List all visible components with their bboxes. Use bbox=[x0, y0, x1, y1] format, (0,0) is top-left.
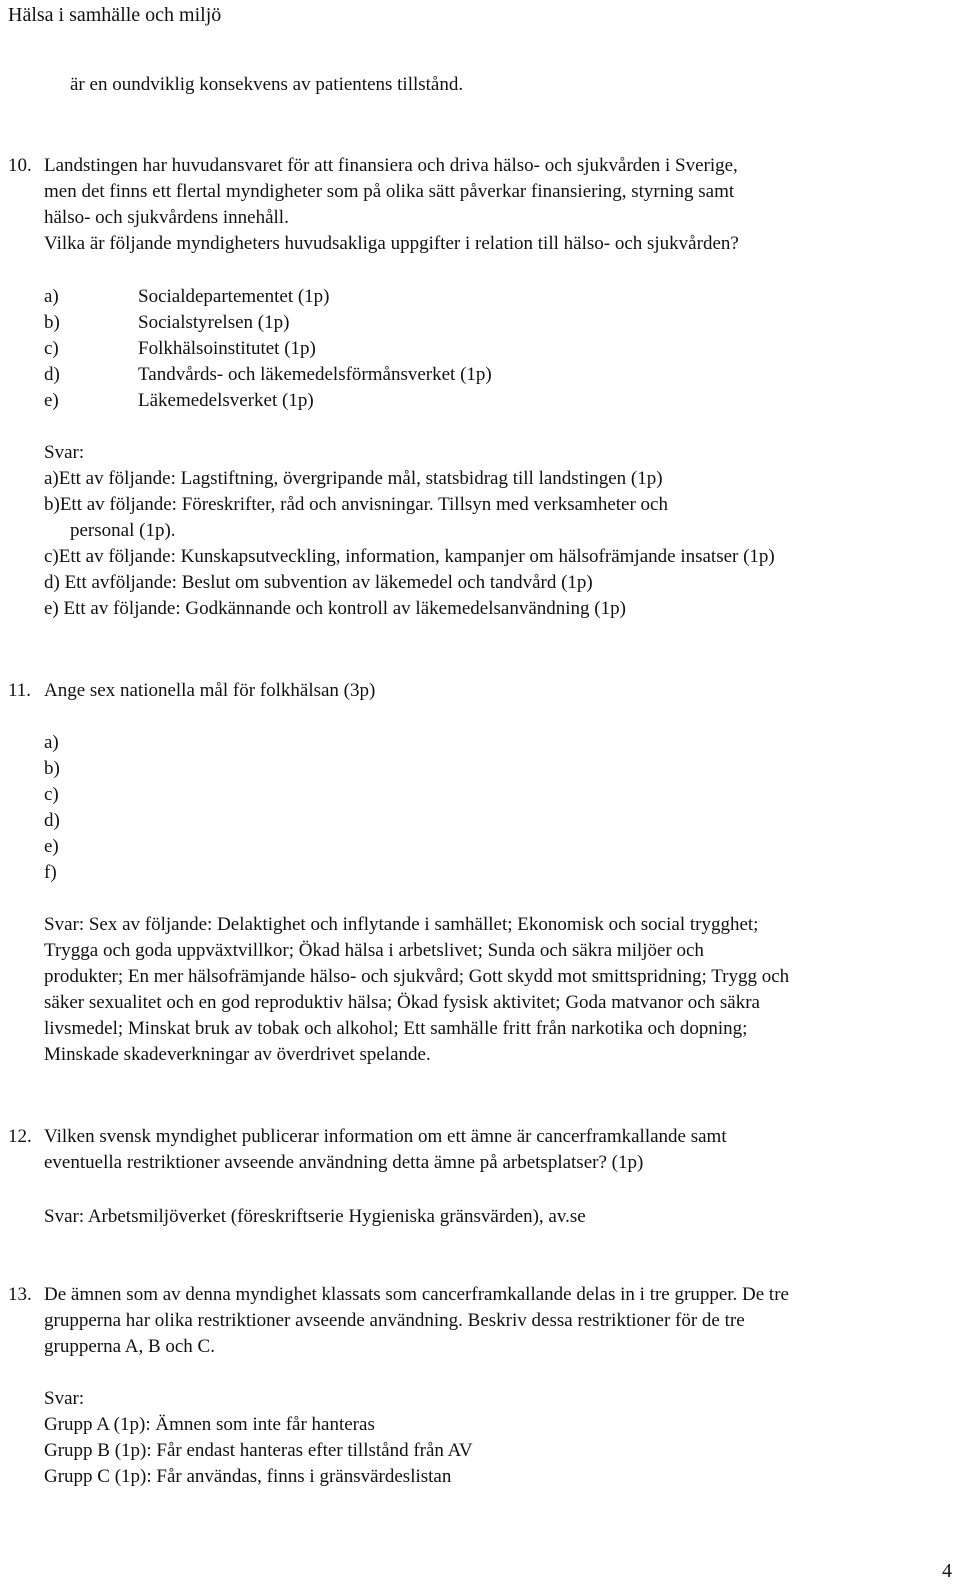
page-number: 4 bbox=[942, 1560, 952, 1582]
option-letter: e) bbox=[44, 390, 59, 411]
answer-block bbox=[44, 1204, 586, 1230]
question-number: 11. bbox=[8, 680, 32, 701]
question-text: De ämnen som av denna myndighet klassats som cancerframkallande delas in i tre grupper. De tre bbox=[44, 1284, 789, 1305]
answer-line: a)Ett av följande: Lagstiftning, övergripande mål, statsbidrag till landstingen (1p) bbox=[44, 468, 663, 489]
intro-line: är en oundviklig konsekvens av patientens tillstånd. bbox=[70, 74, 464, 95]
question-text: hälso- och sjukvårdens innehåll. bbox=[44, 207, 289, 228]
answer-line: e) Ett av följande: Godkännande och kontroll av läkemedelsanvändning (1p) bbox=[44, 598, 626, 619]
question-text: men det finns ett flertal myndigheter som på olika sätt påverkar finansiering, styrning samt bbox=[44, 181, 735, 202]
option-letter: c) bbox=[44, 338, 59, 359]
option-text: Läkemedelsverket (1p) bbox=[138, 390, 314, 411]
page-header: Hälsa i samhälle och miljö bbox=[8, 4, 222, 26]
answer-line: livsmedel; Minskat bruk av tobak och alkohol; Ett samhälle fritt från narkotika och dopning; bbox=[44, 1018, 748, 1039]
option-letter: f) bbox=[44, 862, 57, 883]
answer-line: produkter; En mer hälsofrämjande hälso- och sjukvård; Gott skydd mot smittspridning; Trygg och bbox=[44, 966, 790, 987]
option-letter: d) bbox=[44, 810, 60, 831]
answer-line: Grupp B (1p): Får endast hanteras efter tillstånd från AV bbox=[44, 1440, 473, 1461]
question-number: 13. bbox=[8, 1284, 32, 1305]
question-text: eventuella restriktioner avseende användning detta ämne på arbetsplatser? (1p) bbox=[44, 1152, 644, 1173]
question-text: Ange sex nationella mål för folkhälsan (3p) bbox=[44, 680, 376, 701]
question-text: Landstingen har huvudansvaret för att finansiera och driva hälso- och sjukvården i Sverige, bbox=[44, 155, 738, 176]
answer-line: Minskade skadeverkningar av överdrivet spelande. bbox=[44, 1044, 431, 1065]
question-number: 10. bbox=[8, 155, 32, 176]
question-text: grupperna A, B och C. bbox=[44, 1336, 215, 1357]
answer-line: Sex av följande: Delaktighet och inflytande i samhället; Ekonomisk och social trygghet; bbox=[88, 914, 759, 935]
svar-label: Svar: bbox=[44, 914, 85, 935]
answer-line: Grupp A (1p): Ämnen som inte får hanteras bbox=[44, 1414, 375, 1435]
answer-line: Grupp C (1p): Får användas, finns i gränsvärdeslistan bbox=[44, 1466, 452, 1487]
svar-label: Svar: bbox=[44, 442, 85, 463]
option-text: Socialdepartementet (1p) bbox=[138, 286, 330, 307]
answer-line: d) Ett avföljande: Beslut om subvention av läkemedel och tandvård (1p) bbox=[44, 572, 593, 593]
question-text: Vilken svensk myndighet publicerar information om ett ämne är cancerframkallande samt bbox=[44, 1126, 727, 1147]
answer-block bbox=[44, 912, 758, 938]
option-text: Folkhälsoinstitutet (1p) bbox=[138, 338, 316, 359]
svar-label: Svar: bbox=[44, 1206, 85, 1227]
option-letter: c) bbox=[44, 784, 59, 805]
answer-line: b)Ett av följande: Föreskrifter, råd och anvisningar. Tillsyn med verksamheter och bbox=[44, 494, 668, 515]
svar-label: Svar: bbox=[44, 1388, 85, 1409]
option-text: Socialstyrelsen (1p) bbox=[138, 312, 290, 333]
option-letter: a) bbox=[44, 732, 59, 753]
option-letter: e) bbox=[44, 836, 59, 857]
answer-line: Trygga och goda uppväxtvillkor; Ökad hälsa i arbetslivet; Sunda och säkra miljöer och bbox=[44, 940, 704, 961]
question-number: 12. bbox=[8, 1126, 32, 1147]
question-text: Vilka är följande myndigheters huvudsakliga uppgifter i relation till hälso- och sjukvården? bbox=[44, 233, 739, 254]
option-text: Tandvårds- och läkemedelsförmånsverket (1p) bbox=[138, 364, 492, 385]
answer-line: personal (1p). bbox=[70, 520, 176, 541]
answer-line: c)Ett av följande: Kunskapsutveckling, information, kampanjer om hälsofrämjande insatser (1p) bbox=[44, 546, 775, 567]
option-letter: b) bbox=[44, 758, 60, 779]
option-letter: a) bbox=[44, 286, 59, 307]
question-text: grupperna har olika restriktioner avseende användning. Beskriv dessa restriktioner för de tre bbox=[44, 1310, 745, 1331]
option-letter: b) bbox=[44, 312, 60, 333]
answer-line: säker sexualitet och en god reproduktiv hälsa; Ökad fysisk aktivitet; Goda matvanor och säkra bbox=[44, 992, 760, 1013]
answer-line: Arbetsmiljöverket (föreskriftserie Hygieniska gränsvärden), av.se bbox=[87, 1206, 586, 1227]
option-letter: d) bbox=[44, 364, 60, 385]
